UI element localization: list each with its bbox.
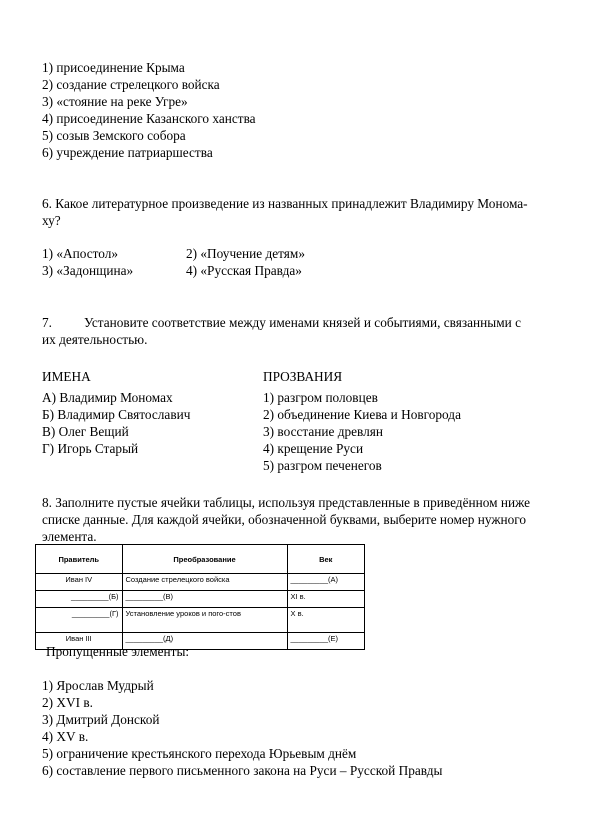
name-item: Г) Игорь Старый xyxy=(42,441,139,456)
table-row xyxy=(36,608,365,633)
list-item: 2) создание стрелецкого войска xyxy=(42,77,220,92)
table-cell: X в. xyxy=(287,608,364,633)
table-cell: _________(Б) xyxy=(36,591,123,608)
list-item: 3) «стояние на реке Угре» xyxy=(42,94,188,109)
table-cell: XI в. xyxy=(287,591,364,608)
missing-item: 3) Дмитрий Донской xyxy=(42,712,160,727)
event-item: 2) объединение Киева и Новгорода xyxy=(263,407,461,422)
q6-option: 3) «Задонщина» xyxy=(42,263,134,278)
table-header-row xyxy=(36,545,365,574)
question-8-text-cont: элемента. xyxy=(42,529,97,544)
q6-option: 1) «Апостол» xyxy=(42,246,119,261)
event-item: 5) разгром печенегов xyxy=(263,458,382,473)
question-7-text: Установите соответствие между именами князей и событиями, связанными с xyxy=(84,315,521,330)
question-8-text-cont: списке данные. Для каждой ячейки, обозначенной буквами, выберите номер нужного xyxy=(42,512,527,527)
table-cell: Иван III xyxy=(36,633,123,650)
table-row xyxy=(36,591,365,608)
list-item: 4) присоединение Казанского ханства xyxy=(42,111,256,126)
col-header-reform: Преобразование xyxy=(122,545,287,574)
question-6-text: 6. Какое литературное произведение из названных принадлежит Владимиру Монома- xyxy=(42,196,528,211)
question-7-text-cont: их деятельностью. xyxy=(42,332,148,347)
fill-table xyxy=(35,544,365,650)
table-cell: Иван IV xyxy=(36,574,123,591)
event-item: 1) разгром половцев xyxy=(263,390,378,405)
names-header: ИМЕНА xyxy=(42,369,91,384)
list-item: 6) учреждение патриаршества xyxy=(42,145,213,160)
table-cell: _________(В) xyxy=(122,591,287,608)
name-item: В) Олег Вещий xyxy=(42,424,129,439)
name-item: А) Владимир Мономах xyxy=(42,390,173,405)
missing-item: 6) составление первого письменного закона на Руси – Русской Правды xyxy=(42,763,443,778)
table-cell: _________(Г) xyxy=(36,608,123,633)
missing-item: 1) Ярослав Мудрый xyxy=(42,678,154,693)
table-cell: Создание стрелецкого войска xyxy=(122,574,287,591)
missing-item: 2) XVI в. xyxy=(42,695,93,710)
q6-option: 4) «Русская Правда» xyxy=(186,263,302,278)
q6-option: 2) «Поучение детям» xyxy=(186,246,305,261)
event-item: 3) восстание древлян xyxy=(263,424,383,439)
table-cell: Установление уроков и пого-стов xyxy=(122,608,287,633)
table-cell: _________(А) xyxy=(287,574,364,591)
question-8-text: 8. Заполните пустые ячейки таблицы, используя представленные в приведённом ниже xyxy=(42,495,530,510)
question-6-text-cont: ху? xyxy=(42,213,61,228)
table-cell: _________(Е) xyxy=(287,633,364,650)
events-header: ПРОЗВАНИЯ xyxy=(263,369,343,384)
table-cell: _________(Д) xyxy=(122,633,287,650)
table-row xyxy=(36,574,365,591)
event-item: 4) крещение Руси xyxy=(263,441,364,456)
missing-item: 5) ограничение крестьянского перехода Юрьевым днём xyxy=(42,746,357,761)
col-header-century: Век xyxy=(287,545,364,574)
col-header-ruler: Правитель xyxy=(36,545,123,574)
list-item: 1) присоединение Крыма xyxy=(42,60,185,75)
missing-item: 4) XV в. xyxy=(42,729,89,744)
question-7-number: 7. xyxy=(42,315,52,330)
name-item: Б) Владимир Святославич xyxy=(42,407,191,422)
list-item: 5) созыв Земского собора xyxy=(42,128,186,143)
missing-title: Пропущенные элементы: xyxy=(46,644,190,659)
